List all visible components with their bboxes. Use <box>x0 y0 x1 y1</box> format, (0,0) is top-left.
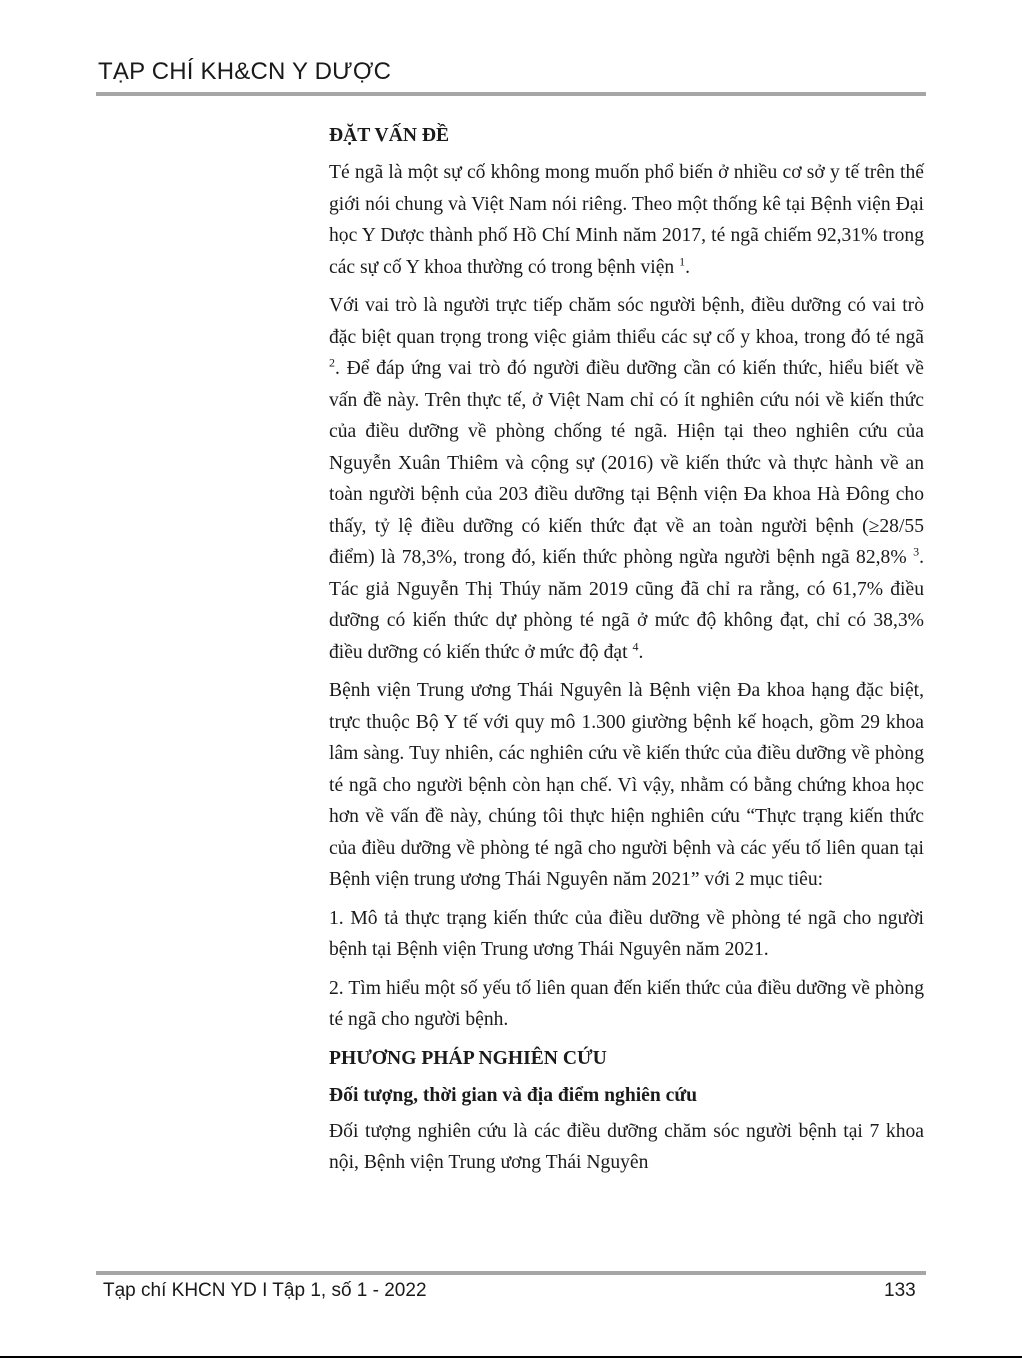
section-heading-methods: PHƯƠNG PHÁP NGHIÊN CỨU <box>329 1047 607 1069</box>
header-divider <box>96 92 926 96</box>
paragraph-1 <box>329 157 924 283</box>
paragraph-subjects: Đối tượng nghiên cứu là các điều dưỡng chăm sóc người bệnh tại 7 khoa nội, Bệnh viện Trung ương Thái Nguyên <box>329 1120 924 1173</box>
citation-ref-3: 3 <box>913 544 920 559</box>
paragraph-2-text-a: Với vai trò là người trực tiếp chăm sóc người bệnh, điều dưỡng có vai trò đặc biệt quan trọng trong việc giảm thiểu các sự cố y khoa, trong đó té ngã <box>329 295 924 348</box>
paragraph-1-end: . <box>685 256 690 278</box>
subheading-subjects: Đối tượng, thời gian và địa điểm nghiên cứu <box>329 1084 698 1106</box>
paragraph-1-text: Té ngã là một sự cố không mong muốn phổ biến ở nhiều cơ sở y tế trên thế giới nói chung và Việt Nam nói riêng. Theo một thống kê tại Bệnh viện Đại học Y Dược thành phố Hồ Chí Minh năm 2017, té ngã chiếm 92,31% trong các sự cố Y khoa thường có trong bệnh viện <box>329 162 924 278</box>
footer-divider <box>96 1271 926 1275</box>
citation-ref-2: 2 <box>329 355 335 370</box>
citation-ref-4: 4 <box>632 638 639 653</box>
footer-citation: Tạp chí KHCN YD I Tập 1, số 1 - 2022 <box>103 1280 427 1301</box>
journal-title: TẠP CHÍ KH&CN Y DƯỢC <box>98 58 392 85</box>
page-number: 133 <box>884 1280 916 1301</box>
paragraph-2-text-b: . Để đáp ứng vai trò đó người điều dưỡng cần có kiến thức, hiểu biết về vấn đề này. Trên thực tế, ở Việt Nam chỉ có ít nghiên cứu nói về kiến thức của điều dưỡng về phòng chống té ngã. Hiện tại theo nghiên cứu của Nguyễn Xuân Thiêm và cộng sự (2016) về kiến thức và thực hành về an toàn người bệnh của 203 điều dưỡng tại Bệnh viện Đa khoa Hà Đông cho thấy, tỷ lệ điều dưỡng có kiến thức đạt về an toàn người bệnh (≥28/55 điểm) là 78,3%, trong đó, kiến thức phòng ngừa người bệnh ngã 82,8% <box>329 358 924 568</box>
objective-1: 1. Mô tả thực trạng kiến thức của điều dưỡng về phòng té ngã cho người bệnh tại Bệnh viện Trung ương Thái Nguyên năm 2021. <box>329 907 924 960</box>
paragraph-2-end: . <box>638 641 644 663</box>
article-body <box>329 120 924 1186</box>
paragraph-2 <box>329 290 924 668</box>
citation-ref-1: 1 <box>679 253 686 268</box>
paragraph-2-text-c: . Tác giả Nguyễn Thị Thúy năm 2019 cũng đã chỉ ra rằng, có 61,7% điều dưỡng có kiến thức dự phòng té ngã ở mức độ không đạt, chỉ có 38,3% điều dưỡng có kiến thức ở mức độ đạt <box>329 547 924 663</box>
page-bottom-edge <box>0 1356 1022 1358</box>
objective-2: 2. Tìm hiểu một số yếu tố liên quan đến kiến thức của điều dưỡng về phòng té ngã cho người bệnh. <box>329 977 924 1030</box>
paragraph-3: Bệnh viện Trung ương Thái Nguyên là Bệnh viện Đa khoa hạng đặc biệt, trực thuộc Bộ Y tế với quy mô 1.300 giường bệnh kế hoạch, gồm 29 khoa lâm sàng. Tuy nhiên, các nghiên cứu về kiến thức của điều dưỡng về phòng té ngã cho người bệnh còn hạn chế. Vì vậy, nhằm có bằng chứng khoa học hơn về vấn đề này, chúng tôi thực hiện nghiên cứu “Thực trạng kiến thức của điều dưỡng về phòng té ngã cho người bệnh và các yếu tố liên quan tại Bệnh viện trung ương Thái Nguyên năm 2021” với 2 mục tiêu: <box>329 680 924 890</box>
section-heading-intro: ĐẶT VẤN ĐỀ <box>329 125 450 146</box>
